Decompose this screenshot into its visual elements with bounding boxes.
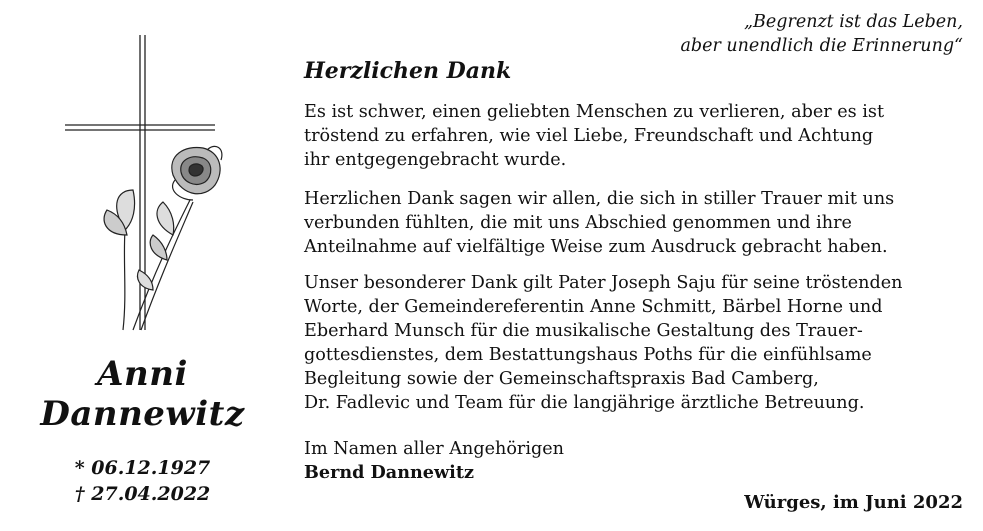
death-date: † 27.04.2022 [74, 483, 211, 505]
text-line: tröstend zu erfahren, wie viel Liebe, Freundschaft und Achtung [304, 126, 874, 146]
quote-line: „Begrenzt ist das Leben, [743, 12, 963, 32]
paragraph-thanks [304, 187, 969, 259]
signature-block [304, 437, 564, 485]
place-date: Würges, im Juni 2022 [744, 492, 963, 513]
cross-rose-illustration [55, 30, 245, 340]
birth-date: * 06.12.1927 [74, 457, 211, 479]
text-line: Es ist schwer, einen geliebten Menschen zu verlieren, aber es ist [304, 102, 885, 122]
paragraph-condolence [304, 100, 969, 172]
text-line: Worte, der Gemeindereferentin Anne Schmitt, Bärbel Horne und [304, 297, 883, 317]
paragraph-special-thanks [304, 271, 969, 415]
signature-intro: Im Namen aller Angehörigen [304, 439, 564, 459]
text-line: Eberhard Munsch für die musikalische Gestaltung des Trauer- [304, 321, 863, 341]
text-line: Begleitung sowie der Gemeinschaftspraxis Bad Camberg, [304, 369, 819, 389]
text-line: Anteilnahme auf vielfältige Weise zum Ausdruck gebracht haben. [304, 237, 888, 257]
text-line: Herzlichen Dank sagen wir allen, die sich in stiller Trauer mit uns [304, 189, 895, 209]
memorial-quote [680, 10, 963, 58]
text-line: Dr. Fadlevic und Team für die langjährige ärztliche Betreuung. [304, 393, 865, 413]
text-line: verbunden fühlten, die mit uns Abschied genommen und ihre [304, 213, 852, 233]
text-line: gottesdienstes, dem Bestattungshaus Poths für die einfühlsame [304, 345, 872, 365]
rose-icon [104, 146, 222, 330]
quote-line: aber unendlich die Erinnerung“ [680, 36, 963, 56]
text-line: Unser besonderer Dank gilt Pater Joseph Saju für seine tröstenden [304, 273, 903, 293]
deceased-first-name: Anni [97, 354, 188, 394]
page-title: Herzlichen Dank [304, 58, 512, 84]
deceased-last-name: Dannewitz [40, 394, 245, 434]
text-line: ihr entgegengebracht wurde. [304, 150, 567, 170]
signature-name: Bernd Dannewitz [304, 462, 474, 483]
